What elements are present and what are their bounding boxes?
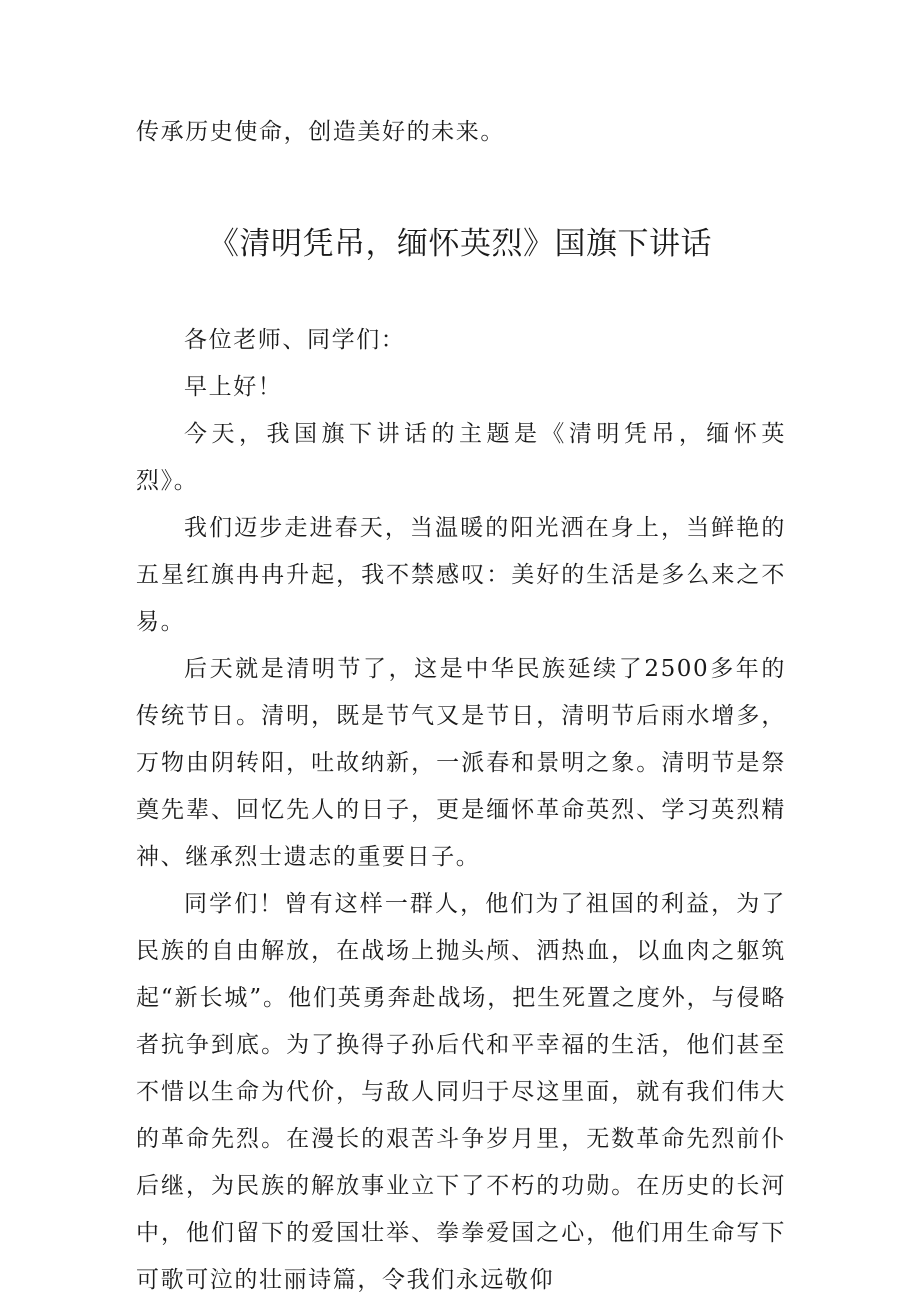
continuation-line: 传承历史使命，创造美好的未来。: [136, 119, 505, 145]
salutation: 各位老师、同学们：: [184, 327, 406, 353]
speech-body: [136, 317, 786, 1304]
paragraph-spring: 我们迈步走进春天，当温暖的阳光洒在身上，当鲜艳的五星红旗冉冉升起，我不禁感叹：美好的生活是多么来之不易。: [136, 515, 786, 635]
document-title: 《清明凭吊，缅怀英烈》国旗下讲话: [208, 226, 712, 262]
paragraph-martyrs: 同学们！曾有这样一群人，他们为了祖国的利益，为了民族的自由解放，在战场上抛头颅、洒热血，以血肉之躯筑起“新长城”。他们英勇奔赴战场，把生死置之度外，与侵略者抗争到底。为了换得子孙后代和平幸福的生活，他们甚至不惜以生命为代价，与敌人同归于尽这里面，就有我们伟大的革命先烈。在漫长的艰苦斗争岁月里，无数革命先烈前仆后继，为民族的解放事业立下了不朽的功勋。在历史的长河中，他们留下的爱国壮举、拳拳爱国之心，他们用生命写下可歌可泣的壮丽诗篇，令我们永远敬仰: [136, 891, 786, 1293]
paragraph-qingming: 后天就是清明节了，这是中华民族延续了2500多年的传统节日。清明，既是节气又是节日，清明节后雨水增多，万物由阴转阳，吐故纳新，一派春和景明之象。清明节是祭奠先辈、回忆先人的日子，更是缅怀革命英烈、学习英烈精神、继承烈士遗志的重要日子。: [136, 656, 786, 870]
greeting: 早上好！: [184, 374, 283, 400]
paragraph-theme: 今天，我国旗下讲话的主题是《清明凭吊，缅怀英烈》。: [136, 421, 786, 494]
